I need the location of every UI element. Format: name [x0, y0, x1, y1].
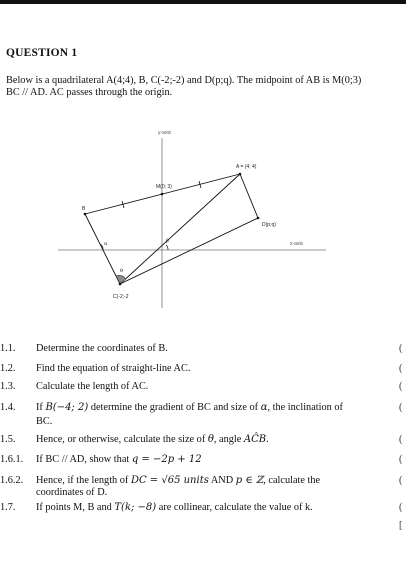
intro-line-2: BC // AD. AC passes through the origin.: [6, 87, 173, 98]
question-text: Determine the coordinates of B.: [36, 343, 168, 354]
question-text: Find the equation of straight-line AC.: [36, 363, 191, 374]
point-M: [161, 193, 164, 196]
question-text: If BC // AD, show that q = −2p + 12: [36, 454, 202, 465]
top-border: [0, 0, 406, 4]
segment-AD: [240, 174, 258, 218]
label-D: D(p;q): [262, 222, 276, 228]
question-number: 1.4.: [0, 402, 16, 413]
question-number: 1.7.: [0, 502, 16, 513]
question-number: 1.6.2.: [0, 475, 24, 486]
question-text: Hence, if the length of DC = √65 units AND p ∈ ℤ, calculate the: [36, 475, 321, 486]
marks-bracket: (: [399, 402, 403, 413]
question-heading: QUESTION 1: [6, 47, 78, 59]
label-M: M(0; 3): [156, 184, 172, 190]
marks-bracket: (: [399, 343, 403, 354]
label-beta: β: [166, 238, 169, 244]
segment-AC: [120, 174, 240, 284]
question-number: 1.1.: [0, 343, 16, 354]
question-text: Hence, or otherwise, calculate the size of θ, angle AĈB.: [36, 434, 269, 445]
point-A: [239, 173, 242, 176]
question-number: 1.2.: [0, 363, 16, 374]
intro-text: [6, 75, 406, 99]
label-alpha: α: [104, 241, 108, 247]
segment-BC: [85, 214, 120, 284]
question-text: If B(−4; 2) determine the gradient of BC and size of α, the inclination of: [36, 402, 343, 413]
marks-bracket: (: [399, 502, 403, 513]
marks-bracket: (: [399, 381, 403, 392]
label-A: A = (4; 4): [236, 164, 257, 170]
x-axis-label: x-axis: [290, 241, 304, 247]
marks-bracket: (: [399, 434, 403, 445]
question-text: Calculate the length of AC.: [36, 381, 149, 392]
question-text-line-2: BC.: [36, 416, 53, 427]
marks-bracket: (: [399, 475, 403, 486]
marks-bracket: [: [399, 520, 403, 531]
label-C: C(-2;-2: [113, 294, 129, 300]
marks-bracket: (: [399, 454, 403, 465]
label-theta: θ: [120, 268, 124, 274]
question-text-line-2: coordinates of D.: [36, 487, 108, 498]
question-number: 1.3.: [0, 381, 16, 392]
quadrilateral-diagram: [0, 118, 406, 318]
point-B: [84, 213, 87, 216]
intro-line-1: Below is a quadrilateral A(4;4), B, C(-2;-2) and D(p;q). The midpoint of AB is M(0;3): [6, 75, 362, 86]
beta-angle-arc: [166, 245, 168, 250]
point-D: [257, 217, 260, 220]
question-text: If points M, B and T(k; −8) are collinear, calculate the value of k.: [36, 502, 313, 513]
marks-bracket: (: [399, 363, 403, 374]
segment-DC: [120, 218, 258, 284]
question-number: 1.6.1.: [0, 454, 24, 465]
y-axis-label: y-axis: [158, 130, 172, 136]
point-C: [119, 283, 122, 286]
question-number: 1.5.: [0, 434, 16, 445]
label-B: B: [82, 206, 86, 212]
